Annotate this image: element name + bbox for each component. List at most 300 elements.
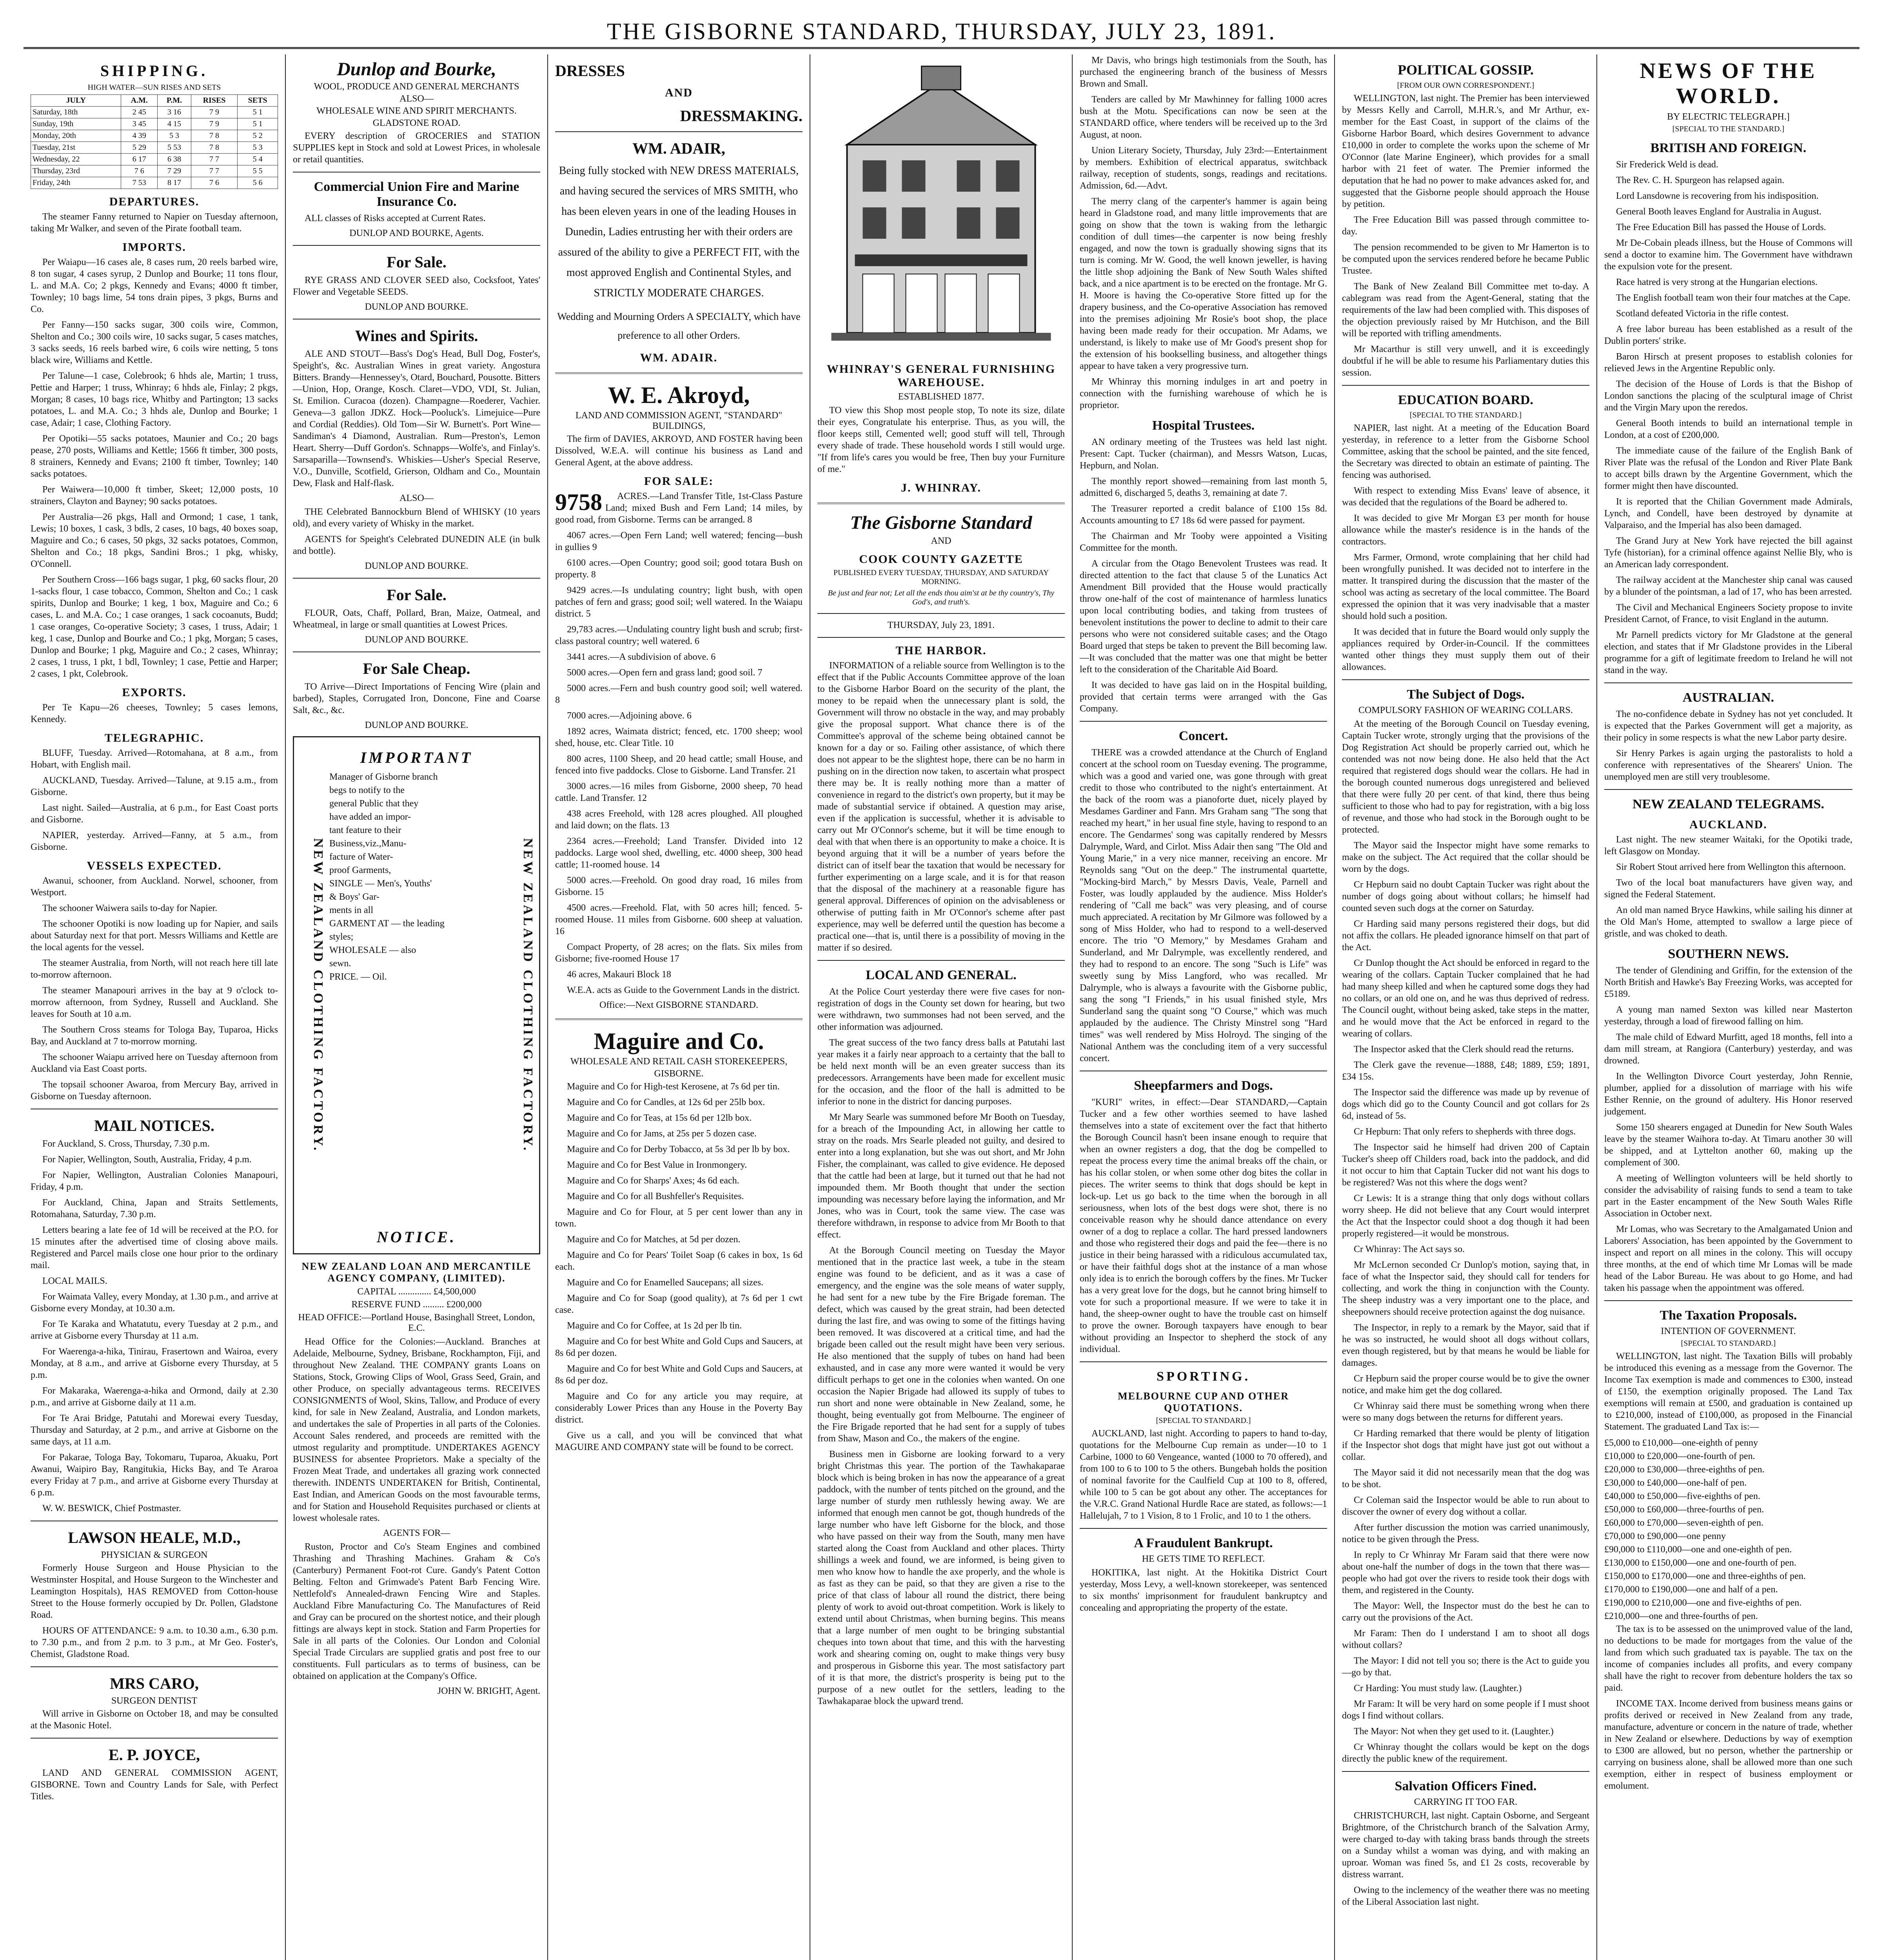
taxation-scale-line: £150,000 to £170,000—one and three-eighths of pen. <box>1604 1571 1806 1581</box>
dogs-paragraph: Mr Faram: It will be very hard on some people if I must shoot dogs I find without collars. <box>1342 1699 1589 1721</box>
joyce-heading: E. P. JOYCE, <box>108 1746 200 1764</box>
important-line: SINGLE — Men's, Youths' <box>329 878 432 889</box>
tide-cell: Thursday, 23rd <box>31 165 121 177</box>
british-foreign-item: The Civil and Mechanical Engineers Society propose to invite President Carnot, of France, to visit England in the autumn. <box>1604 603 1852 624</box>
cheap-heading: For Sale Cheap. <box>363 660 470 677</box>
nzl-body: Head Office for the Colonies:—Auckland. Branches at Adelaide, Melbourne, Sydney, Brisbane, Rockhampton, Fiji, and throughout New Zealand. THE COMPANY grants Loans on Stations, Stock, Growing Clips of Wool, Grass Seed, Grain, and other Produce, on specially advantageous terms. RECEIVES CONSIGNMENTS of Wool, Skins, Tallow, and Produce of every kind, for sale in New Zealand, Australia, and London markets, and undertakes the sale of Properties in all parts of the Colonies. Account Sales rendered, and proceeds are remitted with the utmost regularity and promptitude. UNDERTAKES AGENCY BUSINESS for absentee Proprietors. Make a specialty of the Frozen Meat Trade, and undertakes all grazing work connected therewith. INDENTS UNDERTAKEN for British, Continental, East Indian, and American Goods on the most favourable terms, and for Station and Household Requisites purchased or clients at lowest wholesale rates. <box>293 1337 540 1523</box>
political-tag: [FROM OUR OWN CORRESPONDENT.] <box>1397 81 1534 90</box>
british-foreign-item: Scotland defeated Victoria in the rifle contest. <box>1616 309 1789 319</box>
dogs-paragraph: The Inspector said the difference was made up by revenue of dogs which did go to the County Council and got collars for 2s 6d, instead of 5s. <box>1342 1087 1589 1121</box>
maguire-item: Maguire and Co for Candles, at 12s 6d per 25lb box. <box>567 1097 765 1107</box>
tide-row <box>31 177 278 189</box>
tide-cell: 6 38 <box>158 154 191 165</box>
taxation-scale-line: £170,000 to £190,000—one and half of a pen. <box>1604 1584 1778 1595</box>
taxation-scale-line: £60,000 to £70,000—seven-eighth of pen. <box>1604 1518 1763 1528</box>
mail-item: For Te Karaka and Whatatutu, every Tuesday at 2 p.m., and arrive at Gisborne every Thursday at 11 a.m. <box>31 1319 278 1341</box>
tide-row <box>31 118 278 130</box>
imports-item: Per Talune—1 case, Colebrook; 6 hhds ale, Martin; 1 truss, Pettie and Harper; 1 truss, Whinray; 6 hhds ale, Finlay; 2 pkgs, Morgan; 8 cases, 10 bags rice, Whitby and Partington; 13 sacks potatoes, L. and M.A. Co.; 3 hhds ale, Dunlop and Bourke; 1 case, Adair; 1 case, Clothing Factory. <box>31 371 278 428</box>
taxation-scale-line: £40,000 to £50,000—five-eighths of pen. <box>1604 1491 1760 1501</box>
tide-cell: Monday, 20th <box>31 130 121 142</box>
column-6 <box>1335 54 1597 1960</box>
news-heading: NEWS OF THE WORLD. <box>1640 59 1817 108</box>
land-item: 2364 acres.—Freehold; Land Transfer. Divided into 12 paddocks. Large wool shed, dwelling, etc. 4000 sheep, 300 head cattle; 11-roomed house. 14 <box>555 836 803 870</box>
british-foreign-item: Lord Lansdowne is recovering from his indisposition. <box>1616 191 1819 201</box>
british-foreign-item: Baron Hirsch at present proposes to establish colonies for relieved Jews in the Argentine Republic only. <box>1604 352 1852 374</box>
political-paragraph: The pension recommended to be given to Mr Hamerton is to be computed upon the services rendered before he became Public Trustee. <box>1342 242 1589 276</box>
taxation-scale-line: £30,000 to £40,000—one-half of pen. <box>1604 1478 1747 1488</box>
southern-list <box>1604 965 1852 1294</box>
taxation-scale-line: £70,000 to £90,000—one penny <box>1604 1531 1726 1541</box>
british-foreign-item: General Booth leaves England for Australia in August. <box>1616 207 1821 217</box>
dunlop-also: ALSO— <box>399 94 434 104</box>
nzl-reserve: RESERVE FUND ......... £200,000 <box>351 1299 482 1310</box>
vessels-list <box>31 875 278 1102</box>
sale1-text: RYE GRASS AND CLOVER SEED also, Cocksfoot, Yates' Flower and Vegetable SEEDS. <box>293 275 540 297</box>
tide-cell: 5 3 <box>158 130 191 142</box>
land-item: 46 acres, Makauri Block 18 <box>567 969 671 980</box>
notice-heading: NOTICE. <box>376 1228 457 1246</box>
melbourne-tag: [SPECIAL TO STANDARD.] <box>1156 1416 1251 1425</box>
exports-heading: EXPORTS. <box>122 686 187 699</box>
maguire-item: Maguire and Co for Matches, at 5d per dozen. <box>567 1234 741 1245</box>
taxation-tail <box>1604 1623 1852 1792</box>
dress-heading-3: DRESSMAKING. <box>680 107 803 125</box>
dogs-article <box>1342 718 1589 1765</box>
tide-cell: Tuesday, 21st <box>31 142 121 154</box>
column-7 <box>1597 54 1859 1960</box>
land-item: 4500 acres.—Freehold. Flat, with 50 acres hill; fenced. 5-roomed House. 11 miles from Gisborne. 600 sheep at valuation. 16 <box>555 903 803 936</box>
adair-wedding: Wedding and Mourning Orders A SPECIALTY, which have preference to all other Orders. <box>557 311 801 341</box>
masthead: THE GISBORNE STANDARD, THURSDAY, JULY 23, 1891. <box>24 16 1859 49</box>
nzl-agents-heading: AGENTS FOR— <box>383 1528 450 1538</box>
mail-heading: MAIL NOTICES. <box>94 1117 214 1134</box>
akroyd-heading: W. E. Akroyd, <box>608 382 750 408</box>
telegraphic-item: AUCKLAND, Tuesday. Arrived—Talune, at 9.15 a.m., from Gisborne. <box>31 775 278 797</box>
maguire-item: Maguire and Co for Jams, at 25s per 5 dozen case. <box>567 1129 757 1139</box>
hospital-paragraph: The Chairman and Mr Tooby were appointed a Visiting Committee for the month. <box>1080 531 1327 553</box>
dress-heading-2: AND <box>665 86 693 99</box>
concert-paragraph: THERE was a crowded attendance at the Church of England concert at the school room on Tuesday evening. The programme, which was a good and varied one, was gone through with great credit to those who contributed to the night's entertainment. At the back of the room was a pianoforte duet, nicely played by Mesdames Gardiner and Fann. Mrs Graham sang "The song that reached my heart," in her usual fine style, having to respond to an encore. The Gendarmes' song was capitally rendered by Messrs Dalrymple, Ward, and Cirlot. Miss Adair then sang "The Old and Young Marie," in a very nice manner, receiving an encore. Mr Reynolds sang "Out on the deep." The instrumental quartette, "Mocking-bird March," by Messrs Davis, Veale, Parnell and Foster, was loudly applauded by the audience. Miss Holder's rendering of "Call me back" was very pleasing, and of course much appreciated. A recitation by Mr Gilmore was followed by a song of Miss Holder, who had to respond to a well-deserved encore. The trio "O Memory," by Mesdames Graham and Sunderland, and Mr Dalrymple, was excellently rendered, and they had to respond to an encore. The song "Such is Life" was sweetly sung by Miss Langford, who was recalled. Mr Dalrymple, who is always a favourite with the Gisborne public, sang the song "I Friends," in his usual finished style, Mrs Sunderland sang the quaint song "O Course," which was much applauded by the audience. The Christy Minstrel song "Hard times" was well rendered by Miss Holroyd. The singing of the National Anthem was the concluding item of a very successful concert. <box>1080 748 1327 1063</box>
dogs-sub: COMPULSORY FASHION OF WEARING COLLARS. <box>1358 705 1573 715</box>
taxation-scale-line: £10,000 to £20,000—one-fourth of pen. <box>1604 1451 1755 1461</box>
departures-heading: DEPARTURES. <box>109 195 200 208</box>
auckland-item: Two of the local boat manufacturers have given way, and signed the Federal Statement. <box>1604 878 1852 900</box>
local-paragraph: At the Borough Council meeting on Tuesday the Mayor mentioned that in the practice last week, a tube in the steam engine was found to be deficient, and as it was a case of emergency, and the engine was the sole means of water supply, he had sent for a new tube by the Fire Brigade foreman. The defect, which was caused by the great strain, had been detected during the last fire, and was owing to some of the fittings having been removed. It was discovered at a critical time, and had the brigade been called out the result might have been very serious. He also mentioned that the supply of tubes on hand had been exhausted, and in case any more were wanted it would be very difficult perhaps to get one in the colonies when wanted. On one occasion the Napier Brigade had allowed its supply of tubes to run short and none were obtainable in New Zealand, some, he thought, being eventually got from Melbourne. The engineer of the Fire Brigade reported that he had sent for a supply of tubes from Shaw, Mason and Co., the makers of the engine. <box>817 1245 1065 1444</box>
political-paragraph: Mr Macarthur is still very unwell, and it is exceedingly doubtful if he will be able to resume his Parliamentary duties this session. <box>1342 344 1589 378</box>
british-foreign-item: A free labor bureau has been established as a result of the Dublin porters' strike. <box>1604 324 1852 346</box>
tide-row <box>31 165 278 177</box>
nzl-capital: CAPITAL .............. £4,500,000 <box>357 1287 476 1297</box>
maguire-item: Maguire and Co for Enamelled Saucepans; all sizes. <box>567 1278 764 1288</box>
agents-sig: DUNLOP AND BOURKE. <box>365 561 468 571</box>
maguire-item: Maguire and Co for Coffee, at 1s 2d per lb tin. <box>567 1321 742 1331</box>
southern-item: A young man named Sexton was killed near Masterton yesterday, through a load of firewood falling on him. <box>1604 1005 1852 1027</box>
shipping-heading: SHIPPING. <box>100 62 209 80</box>
column-5-paragraph: The merry clang of the carpenter's hammer is again being heard in Gladstone road, and many little improvements that are going on show that the town is waking from the lethargic condition of dull times—the carpenter is now being freshly engaged, and now the town is gradually showing signs that its turn is coming. Mr W. Good, the well known jeweller, is having the little shop adjoining the Bank of New South Wales shifted back, and a nice apartment is to be erected on the frontage. Mr G. H. Moore is having the Co-operative Store fitted up for the drapery business, and the Co-operative Association has removed into the premises adjoining Mr Rosie's boot shop, the place having been made ready for their occupation. Mr Adams, we understand, is likely to make use of Mr Good's present shop for the extension of his bookselling business, and altogether things appear to have taken a very progressive turn. <box>1080 196 1327 371</box>
hospital-paragraph: It was decided to have gas laid on in the Hospital building, provided that certain terms were arranged with the Gas Company. <box>1080 680 1327 714</box>
wines-text: ALE AND STOUT—Bass's Dog's Head, Bull Dog, Foster's, Speight's, &c. Australian Wines in great variety. Angostura Bitters. Brandy—Hennessey's, Otard, Bouchard, Pousotte. Bitters—Union, Hop, Orange, Kosch. Claret—VDO, VDI, St. Julian, St. Emilion. Curacoa (dozen). Champagne—Roederer, Vachier. Geneva—3 gallon JDKZ. Hock—Pooluck's. Limejuice—Pure and Cordial (Reddies). Old Tom—Sir W. Burnett's. Port Wine—Sandiman's 4 Diamond, Australian. Rum—Preston's, Lemon Heart. Sherry—Duff Gordon's. Schnapps—Wolfe's, and Finlay's. Sarsaparilla—Townsend's. Whiskies—Usher's Special Reserve, V.O., Dunville, Scotfield, Grierson, Oldham and Co., Mountain Dew, Flask and Half-flask. <box>293 349 540 488</box>
clothing-factory-vertical-right: NEW ZEALAND CLOTHING FACTORY. <box>521 838 535 1153</box>
tide-cell: Saturday, 18th <box>31 107 121 118</box>
maguire-item: Maguire and Co for Teas, at 15s 6d per 12lb box. <box>567 1113 752 1123</box>
column-5-paragraph: Tenders are called by Mr Mawhinney for falling 1000 acres bush at the Motu. Specifications can now be seen at the STANDARD office, where tenders will be received up to the 3rd August, at noon. <box>1080 94 1327 140</box>
fraud-heading: A Fraudulent Bankrupt. <box>1134 1536 1273 1550</box>
mail-item: For Pakarae, Tologa Bay, Tokomaru, Tuparoa, Akuaku, Port Awanui, Waipiro Bay, Rangitukia, Hicks Bay, and Te Araroa every Friday at 7 p.m., and arrive at Gisborne every Thursday at 6 p.m. <box>31 1452 278 1498</box>
maguire-item: Maguire and Co for High-test Kerosene, at 7s 6d per tin. <box>567 1082 780 1092</box>
fraud-sub: HE GETS TIME TO REFLECT. <box>1142 1554 1265 1564</box>
tide-cell: 5 6 <box>238 177 278 189</box>
hospital-paragraph: A circular from the Otago Benevolent Trustees was read. It directed attention to the fact that clause 5 of the Lunatics Act Amendment Bill provided that the House would practically throw one-half of the cost of maintenance of harmless lunatics upon local contributing bodies, and taking from trustees of benevolent institutions the power to decline to admit to their care persons who were not considered suitable cases; and the Otago Board urged that steps be taken to prevent the Bill becoming law.—It was concluded that the matter was one that might be better left to the consideration of the Charitable Aid Board. <box>1080 559 1327 675</box>
dogs-paragraph: Cr Whinray: The Act says so. <box>1354 1244 1465 1254</box>
mail-item: For Waimata Valley, every Monday, at 1.30 p.m., and arrive at Gisborne every Monday, at 10.30 a.m. <box>31 1292 278 1314</box>
british-foreign-item: It is reported that the Chilian Government made Admirals, Lynch, and Condell, have been destroyed by dynamite at Valparaiso, and the Imperial has also been damaged. <box>1604 497 1852 530</box>
dogs-paragraph: Cr Hepburn said no doubt Captain Tucker was right about the number of dogs going about without collars; he himself had counted seven such dogs at the corner on Saturday. <box>1342 880 1589 913</box>
nz-telegrams-heading: NEW ZEALAND TELEGRAMS. <box>1632 797 1824 811</box>
dogs-paragraph: Mr McLernon seconded Cr Dunlop's motion, saying that, in face of what the Inspector said, they should call for tenders for collecting, and work the thing in conjunction with the County. The sheep industry was a very important one to the place, and sheepowners should receive protection against the dog nuisance. <box>1342 1260 1589 1317</box>
important-line: GARMENT AT — the leading <box>329 918 445 929</box>
paper-and: AND <box>931 536 951 546</box>
land-item: 438 acres Freehold, with 128 acres ploughed. All ploughed and laid down; on the flats. 13 <box>555 809 803 831</box>
dogs-paragraph: At the meeting of the Borough Council on Tuesday evening, Captain Tucker wrote, strongly urging that the provisions of the Dog Registration Act should be properly carried out, which he contended was not now being done. He also held that the Act required that registered dogs should wear the collars. He had in the borough counted numerous dogs unregistered and believed that there were fully 20 per cent. of that kind, there thus being sufficient to those who had to pay for registration, with a big loss of revenue, and those who had stock in the Borough ought to be protected. <box>1342 719 1589 835</box>
dogs-paragraph: The Mayor said the Inspector might have some remarks to make on the subject. The Act required that the collar should be worn by the dogs. <box>1342 840 1589 874</box>
dogs-paragraph: Mr Faram: Then do I understand I am to shoot all dogs without collars? <box>1342 1628 1589 1650</box>
salvation-paragraph: Owing to the inclemency of the weather there was no meeting of the Liberal Association last night. <box>1342 1885 1589 1907</box>
tide-title: HIGH WATER—SUN RISES AND SETS <box>87 83 221 92</box>
land-9758-number: 9758 <box>555 489 602 515</box>
whinray-sig: J. WHINRAY. <box>901 481 982 494</box>
dunlop-addr: GLADSTONE ROAD. <box>372 118 461 128</box>
taxation-paragraph: The tax is to be assessed on the unimproved value of the land, no deductions to be made for mortgages from the value of the land from which such graduated tax is payable. The tax on the income of companies includes all profits, and every company shall have the right to recover from debenture holders the tax so paid. <box>1604 1624 1852 1693</box>
adair-heading: WM. ADAIR, <box>632 140 725 157</box>
important-lines <box>325 770 508 1221</box>
land-item: 5000 acres.—Open fern and grass land; good soil. 7 <box>567 668 763 678</box>
concert-article <box>1080 747 1327 1064</box>
vessels-item: The schooner Waiapu arrived here on Tuesday afternoon from Auckland via East Coast ports. <box>31 1052 278 1074</box>
important-line: & Boys' Gar- <box>329 892 380 902</box>
akroyd-office: Office:—Next GISBORNE STANDARD. <box>599 1000 758 1010</box>
wines-also: ALSO— <box>399 493 434 503</box>
paper-date: THURSDAY, July 23, 1891. <box>887 620 995 630</box>
lawson-text: Formerly House Surgeon and House Physician to the Westminster Hospital, and House Surgeon to the Winchester and Leamington Hospitals), HAS REMOVED from Cotton-house Street to the House formerly occupied by Dr. Pollen, Gladstone Road. <box>31 1563 278 1620</box>
important-line: Manager of Gisborne branch <box>329 772 438 782</box>
column-5-paragraph: Union Literary Society, Thursday, July 23rd:—Entertainment by members. Exhibition of electrical apparatus, switchback railway, reception of students, songs, readings and recitations. Admission, 6d.—Advt. <box>1080 145 1327 191</box>
taxation-paragraph: INCOME TAX. Income derived from business means gains or profits derived or received in New Zealand from any trade, manufacture, adventure or concern in the nature of trade, whether in New Zealand or elsewhere. Deductions by way of exemption to £300 are allowed, but no person, whether the partnership or carrying on business alone, shall be allowed more than one such exemption, either in respect of business employment or emolument. <box>1604 1699 1852 1791</box>
nzl-agents: Ruston, Proctor and Co's Steam Engines and combined Thrashing and Thrashing Machines. Graham & Co's (Canterbury) Permanent Foot-rot Cure. Gandy's Patent Cotton Belting. Felton and Grimwade's Patent Barb Fencing Wire. Nettlefold's Annealed-drawn Fencing Wire and Staples. Auckland Fibre Manufacturing Co. The Manufactures of Reid and Gray can be procured on the shortest notice, and their plough fittings are always kept in stock. Station and Farm Properties for Sale in all parts of the Colonies. Our London and Colonial Special Trade Circulars are supplied gratis and post free to our constituents. Full particulars as to terms of business, can be obtained on application at the Company's Office. <box>293 1542 540 1681</box>
british-foreign-item: Sir Frederick Weld is dead. <box>1616 160 1718 170</box>
hospital-paragraph: The Treasurer reported a credit balance of £100 15s 8d. Accounts amounting to £7 18s 6d were passed for payment. <box>1080 504 1327 526</box>
tide-cell: Sunday, 19th <box>31 118 121 130</box>
sale2-sig: DUNLOP AND BOURKE. <box>365 635 468 645</box>
british-foreign-item: The Free Education Bill has passed the House of Lords. <box>1616 222 1826 232</box>
whinray-poem: TO view this Shop most people stop, To note its size, dilate their eyes, Congratulate his enterprise. Thus, as you will, the floor keeps still, Cemented well; good stuff will tell, Through every shade of trade. These household words I still would urge. "If from life's cares you would be free, Then buy your Furniture of me." <box>817 405 1065 474</box>
mail-item: For Te Arai Bridge, Patutahi and Morewai every Tuesday, Thursday and Saturday, at 2 p.m., and arrive at Gisborne on the same days, at 11 a.m. <box>31 1413 278 1447</box>
tide-cell: 5 29 <box>121 142 158 154</box>
tide-table <box>31 94 278 189</box>
political-paragraph: The Free Education Bill was passed through committee to-day. <box>1342 215 1589 237</box>
bannock-text: THE Celebrated Bannockburn Blend of WHISKY (10 years old), and every variety of Whisky in the market. <box>293 507 540 529</box>
tide-row <box>31 154 278 165</box>
sporting-heading: SPORTING. <box>1157 1369 1250 1384</box>
dogs-paragraph: The Mayor: Not when they get used to it. (Laughter.) <box>1354 1726 1554 1737</box>
important-line: Business,viz.,Manu- <box>329 838 407 849</box>
british-foreign-item: The Rev. C. H. Spurgeon has relapsed again. <box>1616 175 1785 185</box>
taxation-sub: INTENTION OF GOVERNMENT. <box>1661 1326 1796 1336</box>
dogs-paragraph: The Inspector asked that the Clerk should read the returns. <box>1354 1044 1574 1054</box>
whinray-est: ESTABLISHED 1877. <box>898 392 984 402</box>
dogs-paragraph: The Clerk gave the revenue—1888, £48; 1889, £59; 1891, £34 15s. <box>1342 1060 1589 1082</box>
taxation-intro: WELLINGTON, last night. The Taxation Bills will probably be introduced this evening as a message from the Governor. The Income Tax exemption is made and commences to £300, instead of £150, the exemption originally proposed. The Land Tax exemptions will remain at £500, and graduation is contained up to £210,000, instead of £100,000, as proposed in the Financial Statement. The graduated Land Tax is:— <box>1604 1351 1852 1432</box>
maguire-item: Maguire and Co for Flour, at 5 per cent lower than any in town. <box>555 1207 803 1229</box>
dogs-paragraph: The Mayor said it did not necessarily mean that the dog was to be shot. <box>1342 1468 1589 1490</box>
education-paragraph: With respect to extending Miss Evans' leave of absence, it was decided that the regulations of the Board be adhered to. <box>1342 486 1589 508</box>
important-heading: IMPORTANT <box>360 749 473 766</box>
tide-cell: 7 8 <box>191 142 237 154</box>
maguire-item: Maguire and Co for Soap (good quality), at 7s 6d per 1 cwt case. <box>555 1293 803 1315</box>
local-paragraph: The great success of the two fancy dress balls at Patutahi last year makes it a fairly near approach to a certainty that the ball to be held next month will be an even greater success than its predecessors. Arrangements have been made for excellent music for the occasion, and the floor of the hall is admitted to be inferior to none in the district for dancing purposes. <box>817 1038 1065 1107</box>
tide-row <box>31 107 278 118</box>
imports-item: Per Waiwera—10,000 ft timber, Skeet; 12,000 posts, 10 strainers, Clayton and Bayney; 90 sacks potatoes. <box>31 485 278 506</box>
dogs-heading: The Subject of Dogs. <box>1407 687 1525 702</box>
vessels-item: The topsail schooner Awaroa, from Mercury Bay, arrived in Gisborne on Tuesday afternoon. <box>31 1080 278 1102</box>
southern-item: Mr Lomas, who was Secretary to the Amalgamated Union and Laborers' Association, has been appointed by the Government to inspect and report on all mines in the colony. This will occupy three months, at the end of which time Mr Lomas will be made head of the Labor Bureau. He was about to go Home, and had taken his passage when the appointment was offered. <box>1604 1224 1852 1293</box>
tide-cell: 2 45 <box>121 107 158 118</box>
wines-heading: Wines and Spirits. <box>355 327 478 345</box>
tide-cell: Friday, 24th <box>31 177 121 189</box>
dunlop-sub1: WOOL, PRODUCE AND GENERAL MERCHANTS <box>314 82 519 92</box>
salvation-sub: CARRYING IT TOO FAR. <box>1414 1797 1518 1807</box>
important-line: begs to notify to the <box>329 785 405 795</box>
maguire-item: Maguire and Co for any article you may require, at considerably Lower Prices than any House in the Poverty Bay district. <box>555 1391 803 1425</box>
land-item: 5000 acres.—Fern and bush country good soil; well watered. 8 <box>555 683 803 705</box>
column-5 <box>1073 54 1335 1960</box>
harbor-paragraph: INFORMATION of a reliable source from Wellington is to the effect that if the Public Accounts Committee approve of the loan to the Gisborne Harbor Board on the security of the plant, the money to be repaid when the unnecessary plant is sold, the Government will throw no obstacle in the way, and may probably give the proposal support. What chance there is of the Committee's approval of the scheme being obtained cannot be known for a day or so. Failing other assistance, of which there does not appear to be the slightest hope, there can be no harm in pushing on in the direction now taken, to ascertain what prospect there may be. It is really nothing more than a matter of convenience in regard to the district's own property, but it may be made of substantial service if obtained. A question may arise, even if the application is successful, whether it is advisable to carry out Mr O'Connor's scheme, but it will be time enough to deal with that when there is an opportunity to make a choice. It is beyond arguing that it will be a number of years before the district can of itself bear the taxation that would be necessary for further experimenting on a large scale, and it is for that reason that the disposal of the machinery at a reasonable figure has general approval. Differences of opinion on the advisableness or otherwise of putting faith in Mr O'Connor's scheme after past experience, may well be deferred until the question has become a practical one—that is, until there is a possibility of moving in the matter if so desired. <box>817 661 1065 953</box>
tide-cell: 5 53 <box>158 142 191 154</box>
southern-item: Some 150 shearers engaged at Dunedin for New South Wales leave by the steamer Waihora to-day. At Timaru another 30 will be shipped, and at Lyttelton another 60, making up the complement of 300. <box>1604 1122 1852 1168</box>
dogs-paragraph: Cr Whinray said there must be something wrong when there were so many dogs between the returns for different years. <box>1342 1401 1589 1423</box>
maguire-list <box>555 1081 803 1453</box>
mail-item: Letters bearing a late fee of 1d will be received at the P.O. for 15 minutes after the advertised time of closing above mails. Registered and Parcel mails close one hour prior to the ordinary mail. <box>31 1225 278 1270</box>
dogs-paragraph: In reply to Cr Whinray Mr Faram said that there were now about one-half the number of dogs in the town that there was—people who had got over the rivers to reside took their dogs with them, and registered in the County. <box>1342 1550 1589 1595</box>
news-tag: [SPECIAL TO THE STANDARD.] <box>1672 125 1785 133</box>
dogs-paragraph: The Inspector, in reply to a remark by the Mayor, said that if he was so instructed, he would shoot all dogs without collars, even though registered, but by that means he would be liable for damages. <box>1342 1323 1589 1368</box>
cu-body: ALL classes of Risks accepted at Current Rates. <box>305 213 486 223</box>
vessels-item: The schooner Opotiki is now loading up for Napier, and sails about Saturday next for that port. Messrs Williams and Kettle are the local agents for the vessel. <box>31 919 278 953</box>
dogs-paragraph: Cr Lewis: It is a strange thing that only dogs without collars worry sheep. He did not believe that any Court would interpret the Act that the Inspector could shoot a dog though it had been properly registered—it would be monstrous. <box>1342 1193 1589 1239</box>
tide-cell: 5 1 <box>238 107 278 118</box>
akroyd-guide: W.E.A. acts as Guide to the Government Lands in the district. <box>567 985 800 995</box>
education-paragraph: NAPIER, last night. At a meeting of the Education Board yesterday, in reference to a letter from the Gisborne School Committee, asking that the school be painted, and the site fenced, the Secretary was directed to obtain an estimate of painting. The fencing was authorised. <box>1342 423 1589 480</box>
paper-sub: COOK COUNTY GAZETTE <box>859 553 1023 566</box>
mail-item: For Auckland, S. Cross, Thursday, 7.30 p.m. <box>42 1139 210 1149</box>
mail-list <box>31 1138 278 1514</box>
joyce-text: LAND AND GENERAL COMMISSION AGENT, GISBORNE. Town and Country Lands for Sale, with Perfect Titles. <box>31 1768 278 1802</box>
imports-list <box>31 256 278 680</box>
tide-cell: 8 17 <box>158 177 191 189</box>
local-paragraph: At the Police Court yesterday there were five cases for non-registration of dogs in the County set down for hearing, but two were withdrawn, two summonses had not been served, and the other information was adjourned. <box>817 987 1065 1032</box>
tide-row <box>31 142 278 154</box>
land-item: ACRES.—Land Transfer Title, 1st-Class Pasture Land; mixed Bush and Fern Land; 14 miles, by good road, from Gisborne. Terms can be arranged. 8 <box>555 491 803 525</box>
telegraphic-item: NAPIER, yesterday. Arrived—Fanny, at 5 a.m., from Gisborne. <box>31 830 278 852</box>
british-foreign-item: The Grand Jury at New York have rejected the bill against Tyfe (historian), for a criminal offence against Nellie Bly, who is an American lady correspondent. <box>1604 536 1852 570</box>
australian-heading: AUSTRALIAN. <box>1682 690 1774 705</box>
departures-text: The steamer Fanny returned to Napier on Tuesday afternoon, taking Mr Walker, and seven of the Pirate football team. <box>31 212 278 234</box>
caro-heading: MRS CARO, <box>110 1675 199 1692</box>
paper-title: The Gisborne Standard <box>850 512 1032 533</box>
harbor-article <box>817 660 1065 954</box>
column-5-paragraph: Mr Whinray this morning indulges in art and poetry in connection with the furnishing warehouse of which he is proprietor. <box>1080 377 1327 410</box>
dogs-paragraph: Cr Dunlop thought the Act should be enforced in regard to the wearing of the collars. Captain Tucker complained that he had had many sheep killed and when he captured some dogs they had no collars, or an old one on, and he was thus deprived of redress. The Council ought, without being asked, take steps in the matter, and he would move that the Act be enforced in regard to the wearing of collars. <box>1342 958 1589 1039</box>
important-line: general Public that they <box>329 799 419 809</box>
dogs-paragraph: Cr Harding remarked that there would be plenty of litigation if the Inspector shot dogs that might have just got out without a collar. <box>1342 1428 1589 1462</box>
lawson-heading: LAWSON HEALE, M.D., <box>68 1529 241 1546</box>
clothing-factory-vertical-left: NEW ZEALAND CLOTHING FACTORY. <box>311 838 325 1153</box>
auckland-item: Last night. The new steamer Waitaki, for the Opotiki trade, left Glasgow on Monday. <box>1604 835 1852 857</box>
british-foreign-list <box>1604 159 1852 676</box>
columns <box>24 54 1859 1960</box>
forsale-heading: FOR SALE: <box>644 475 714 488</box>
auckland-list <box>1604 834 1852 940</box>
british-foreign-item: Mr Parnell predicts victory for Mr Gladstone at the general election, and states that if Mr Gladstone provides in the Liberal programme for a gift of legitimate freedom to Ireland he will not stand in the way. <box>1604 630 1852 675</box>
british-foreign-item: Race hatred is very strong at the Hungarian elections. <box>1616 277 1818 287</box>
paper-pub: PUBLISHED EVERY TUESDAY, THURSDAY, AND SATURDAY MORNING. <box>833 568 1049 586</box>
sale1-sig: DUNLOP AND BOURKE. <box>365 302 468 312</box>
important-line: tant feature to their <box>329 825 401 835</box>
cu-sig: DUNLOP AND BOURKE, Agents. <box>349 228 484 238</box>
vessels-heading: VESSELS EXPECTED. <box>87 859 222 872</box>
maguire-town: GISBORNE. <box>654 1069 704 1079</box>
tide-cell: 4 39 <box>121 130 158 142</box>
cheap-text: TO Arrive—Direct Importations of Fencing Wire (plain and barbed), Staples, Corrugated Iron, Doncone, Fine and Coarse Salt, &c., &c. <box>293 682 540 715</box>
tide-cell: 7 53 <box>121 177 158 189</box>
education-heading: EDUCATION BOARD. <box>1398 393 1534 407</box>
land-item: 7000 acres.—Adjoining above. 6 <box>567 711 692 721</box>
warehouse-engraving <box>817 58 1065 356</box>
southern-item: A meeting of Wellington volunteers will be held shortly to consider the advisability of raising funds to send a team to take part in the Easter encampment of the New South Wales Rifle Association in October next. <box>1604 1173 1852 1219</box>
mail-item: For Napier, Wellington, Australian Colonies Manapouri, Friday, 4 p.m. <box>31 1170 278 1192</box>
taxation-heading: The Taxation Proposals. <box>1660 1308 1797 1323</box>
local-heading: LOCAL AND GENERAL. <box>866 968 1017 982</box>
telegraphic-list <box>31 747 278 853</box>
political-heading: POLITICAL GOSSIP. <box>1398 62 1534 78</box>
hospital-paragraph: The monthly report showed—remaining from last month 5, admitted 6, discharged 5, deaths 3, remaining at date 7. <box>1080 476 1327 498</box>
sheep-article <box>1080 1096 1327 1355</box>
column-1 <box>24 54 286 1960</box>
british-foreign-item: The decision of the House of Lords is that the Bishop of London sanctions the placing of the sculptural image of Christ and the Virgin Mary upon the reredos. <box>1604 379 1852 413</box>
caro-text: Will arrive in Gisborne on October 18, and may be consulted at the Masonic Hotel. <box>31 1709 278 1731</box>
salvation-article <box>1342 1810 1589 1908</box>
mail-item: For Makaraka, Waerenga-a-hika and Ormond, daily at 2.30 p.m., and arrive at Gisborne daily at 11 a.m. <box>31 1386 278 1408</box>
mail-item: W. W. BESWICK, Chief Postmaster. <box>42 1503 181 1514</box>
concert-heading: Concert. <box>1178 729 1228 743</box>
sheep-paragraph: "KURI" writes, in effect:—Dear STANDARD,—Captain Tucker and a few other worthies seemed to have lashed themselves into a state of excitement over the fact that hitherto the Borough Council hasn't been insane enough to require that when an owner registers a dog, that the dog be compelled to repeat the process every time the animal breaks off the chain, or has his collar stolen, or when some other dog bites the collar in pieces. The writer seems to think that dogs should be kept in lock-up. Let us go back to the time when the borough in all seriousness, when lots of the best dogs were shot, there is no conceivable reason why he should dance attendance on every owner of a dog to replace a collar. The hard pressed landowners and those who registered their dogs and paid the fee—there is no justice in their being harassed with a ridiculous accumulated tax, or have their faithful dogs shot at the instance of a man whose only idea is to enrich the borough coffers by the fines. Mr Tucker has a very great love for the dogs, but he cannot bring himself to vote for such a proportional measure. If we were to take it in hand, the sheep-owner ought to have the trouble cast on himself to prove the owner. Borough taxpayers have enough to bear without providing an Inspector to shepherd the stock of any individual. <box>1080 1097 1327 1354</box>
dogs-paragraph: After further discussion the motion was carried unanimously, notice to be given through the Press. <box>1342 1523 1589 1544</box>
tide-cell: 7 8 <box>191 130 237 142</box>
auckland-item: Sir Robert Stout arrived here from Wellington this afternoon. <box>1616 862 1846 872</box>
tide-cell: 7 6 <box>121 165 158 177</box>
tide-cell: 4 15 <box>158 118 191 130</box>
taxation-scale-line: £190,000 to £210,000—one and five-eighths of pen. <box>1604 1598 1802 1608</box>
auckland-heading: AUCKLAND. <box>1689 818 1767 831</box>
tide-cell: 5 2 <box>238 130 278 142</box>
dogs-paragraph: The Inspector said he himself had driven 200 of Captain Tucker's sheep off Childers road, back into the paddock, and did it not occur to him that Captain Tucker did not want his dogs to be registered? Was not this where the dogs went? <box>1342 1142 1589 1188</box>
auckland-item: An old man named Bryce Hawkins, while sailing his dinner at the Old Man's Home, attempted to swallow a large piece of gristle, and was choked to death. <box>1604 905 1852 939</box>
dogs-paragraph: Cr Harding: You must study law. (Laughter.) <box>1354 1683 1522 1693</box>
taxation-scale-line: £20,000 to £30,000—three-eighths of pen. <box>1604 1465 1765 1475</box>
australian-item: Sir Henry Parkes is again urging the pastoralists to hold a conference with representatives of the Shearers' Union. The unemployed men are still very troublesome. <box>1604 748 1852 782</box>
maguire-item: Maguire and Co for Pears' Toilet Soap (6 cakes in box, 1s 6d each. <box>555 1250 803 1272</box>
sheep-heading: Sheepfarmers and Dogs. <box>1134 1078 1273 1093</box>
adair-sig: WM. ADAIR. <box>640 351 718 364</box>
southern-item: The tender of Glendining and Griffin, for the extension of the North British and Hawke's Bay Freezing Works, was accepted for £5189. <box>1604 965 1852 999</box>
land-item: 3441 acres.—A subdivision of above. 6 <box>567 652 716 662</box>
dunlop-body: EVERY description of GROCERIES and STATION SUPPLIES kept in Stock and sold at Lowest Prices, in wholesale or retail quantities. <box>293 131 540 165</box>
education-article <box>1342 422 1589 673</box>
australian-item: The no-confidence debate in Sydney has not yet concluded. It is expected that the Parkes Government will get a majority, as their policy in some respects is what the new Labor party desire. <box>1604 709 1852 743</box>
salvation-heading: Salvation Officers Fined. <box>1395 1779 1537 1793</box>
nzl-heading: NEW ZEALAND LOAN AND MERCANTILE AGENCY COMPANY, (LIMITED). <box>301 1261 532 1284</box>
important-line: WHOLESALE — also <box>329 945 416 955</box>
local-paragraph: Business men in Gisborne are looking forward to a very bright Christmas this year. The portion of the Tawhakaparae block which is being broken in has now the appearance of a great paddock, with the number of tents pitched on the ground, and the large number of sturdy men ruthlessly hewing away. We are informed that enough men cannot be got, though hundreds of the large number who have left Gisborne for the block, and those who have passed on their way from the South, many men have started along the Coast from Auckland and other places. Thirty shillings a week and found, we are informed, is being given to men who know how to handle the axe properly, and the whole is as fast as they can be paid, so that they are given a rise to the price of that class of labour all round the district, there being plenty of work to avoid out-throat competition. Work is likely to extend until about Christmas, when burning begins. This means that a large number of men ought to be bringing substantial cheques into town about that time, and this with the harvesting work and shearing coming on, ought to make things very busy and prosperous in Gisborne this year. The most satisfactory part of it is that more, the district's prosperity is being put to the purpose of a new outlet for the settlers, leading to the Tawhakaparae block the upward trend. <box>817 1449 1065 1706</box>
news-by: BY ELECTRIC TELEGRAPH.] <box>1667 112 1790 122</box>
maguire-sub: WHOLESALE AND RETAIL CASH STOREKEEPERS, <box>570 1056 788 1067</box>
paper-motto: Be just and fear not; Let all the ends thou aim'st at be thy country's, Thy God's, and truth's. <box>828 589 1055 606</box>
dunlop-heading: Dunlop and Bourke, <box>337 59 496 80</box>
important-line: facture of Water- <box>329 852 393 862</box>
taxation-scale-line: £90,000 to £110,000—one and one-eighth of pen. <box>1604 1544 1792 1555</box>
tide-cell: 3 45 <box>121 118 158 130</box>
political-paragraph: The Bank of New Zealand Bill Committee met to-day. A cablegram was read from the Agent-General, stating that the requirements of the law had been complied with. This disposes of the objection previously raised by Mr Hutchison, and the Bill will be reported with trifling amendments. <box>1342 281 1589 339</box>
important-line: PRICE. — Oil. <box>329 972 387 982</box>
land-list <box>555 490 803 980</box>
imports-item: Per Waiapu—16 cases ale, 8 cases rum, 20 reels barbed wire, 8 ton sugar, 4 cases syrup, 2 Dunlop and Bourke; 11 tons flour, L. and M.A. Co; 2 pkgs, Kennedy and Evans; 4000 ft timber, Townley; 10 bags lime, 54 tons drain pipes, 3 pkgs, Burns and Co. <box>31 257 278 314</box>
dress-heading-1: DRESSES <box>555 62 625 80</box>
southern-item: The male child of Edward Murfitt, aged 18 months, fell into a dam mill stream, at Rangiora (Canterbury) yesterday, and was drowned. <box>1604 1032 1852 1066</box>
political-paragraph: WELLINGTON, last night. The Premier has been interviewed by Messrs Kelly and Carroll, M.H.R.'s, and Mr Arthur, ex-member for the East Coast, in support of the claims of the Gisborne Harbor Board, which desires Government to advance £10,000 in order to complete the works upon the scheme of Mr O'Connor (late Marine Engineer), which provides for a small harbor with 21 feet of water. The Premier informed the deputation that he had no power to make advances asked for, and suggested that the Gisborne people should approach the House by petition. <box>1342 93 1589 209</box>
taxation-scale-line: £5,000 to £10,000—one-eighth of penny <box>1604 1438 1758 1448</box>
taxation-scale-line: £210,000—one and three-fourths of pen. <box>1604 1611 1758 1621</box>
mail-item: For Napier, Wellington, South, Australia, Friday, 4 p.m. <box>42 1154 252 1165</box>
british-foreign-item: The English football team won their four matches at the Cape. <box>1616 293 1850 303</box>
tide-header-cell: RISES <box>191 95 237 107</box>
tide-cell: 7 7 <box>191 154 237 165</box>
column-4 <box>810 54 1073 1960</box>
british-foreign-item: Mr De-Cobain pleads illness, but the House of Commons will send a doctor to examine him. The Government have withdrawn the expulsion vote for the present. <box>1604 238 1852 272</box>
davis-text: Mr Davis, who brings high testimonials from the South, has purchased the engineering branch of the business of Messrs Brown and Small. <box>1080 55 1327 89</box>
akroyd-body: The firm of DAVIES, AKROYD, AND FOSTER having been Dissolved, W.E.A. will continue his business as Land and General Agent, at the above address. <box>555 434 803 468</box>
tide-cell: 7 29 <box>158 165 191 177</box>
important-line: styles; <box>329 932 354 942</box>
land-item: 6100 acres.—Open Country; good soil; good totara Bush on property. 8 <box>555 558 803 580</box>
important-line: sewn. <box>329 958 351 969</box>
maguire-heading: Maguire and Co. <box>594 1028 764 1054</box>
mail-item: For Waerenga-a-hika, Tinirau, Frasertown and Wairoa, every Monday, at 8 a.m., and arrive at Gisborne every Thursday, at 5 p.m. <box>31 1347 278 1380</box>
dogs-paragraph: Cr Coleman said the Inspector would be able to run about to discover the owner of every dog without a collar. <box>1342 1495 1589 1517</box>
melbourne-text: AUCKLAND, last night. According to papers to hand to-day, quotations for the Melbourne Cup remain as under—10 to 1 Carbine, 1000 to 60 Vengeance, wanted (1000 to 70 offered), and from 100 to 6 to 100 to 5 the others. Bungebah holds the position of nominal favorite for the Caulfield Cup at 100 to 8, offered, while 100 to 5 can be got about any other. The acceptances for the V.R.C. Grand National Hurdle Race are stated, as follows:—1 Hallelujah, 7 to 1 Vision, 8 to 1 Frolic, and 10 to 1 the others. <box>1080 1428 1327 1521</box>
cheap-sig: DUNLOP AND BOURKE. <box>365 720 468 730</box>
sale1-heading: For Sale. <box>387 253 447 271</box>
imports-item: Per Opotiki—55 sacks potatoes, Maunier and Co.; 20 bags pease, 270 posts, Williams and Kettle; 1566 ft timber, 300 posts, 8 strainers, Kennedy and Evans; 2100 ft timber, Townley; 140 sacks potatoes. <box>31 434 278 479</box>
education-paragraph: Mrs Farmer, Ormond, wrote complaining that her child had been wrongfully punished. It was decided not to interfere in the matter. It transpired during the discussion that the master of the school was acting as secretary of the local committee. The Board expressed the opinion that it was very inadvisable that a master should hold such a position. <box>1342 552 1589 621</box>
telegraphic-heading: TELEGRAPHIC. <box>104 731 204 744</box>
imports-item: Per Australia—26 pkgs, Hall and Ormond; 1 case, 1 tank, Lewis; 10 boxes, 1 cask, 3 bdls, 2 cases, 10 bags, 40 boxes soap, Maguire and Co.; 6 cases, 50 pkgs, 32 sacks potatoes, Common, Shelton and Co.; 18 pkgs, Sandini Bros.; 1 pkg, whisky, O'Connell. <box>31 512 278 569</box>
tide-cell: 6 17 <box>121 154 158 165</box>
hospital-paragraph: AN ordinary meeting of the Trustees was held last night. Present: Capt. Tucker (chairman), and Messrs Watson, Lucas, Hepburn, and Nolan. <box>1080 437 1327 471</box>
vessels-item: The steamer Australia, from North, will not reach here till late to-morrow afternoon. <box>31 958 278 980</box>
tide-cell: 7 7 <box>191 165 237 177</box>
harbor-heading: THE HARBOR. <box>895 644 987 657</box>
akroyd-sub: LAND AND COMMISSION AGENT, "STANDARD" BUILDINGS, <box>575 410 783 431</box>
hospital-article <box>1080 436 1327 715</box>
